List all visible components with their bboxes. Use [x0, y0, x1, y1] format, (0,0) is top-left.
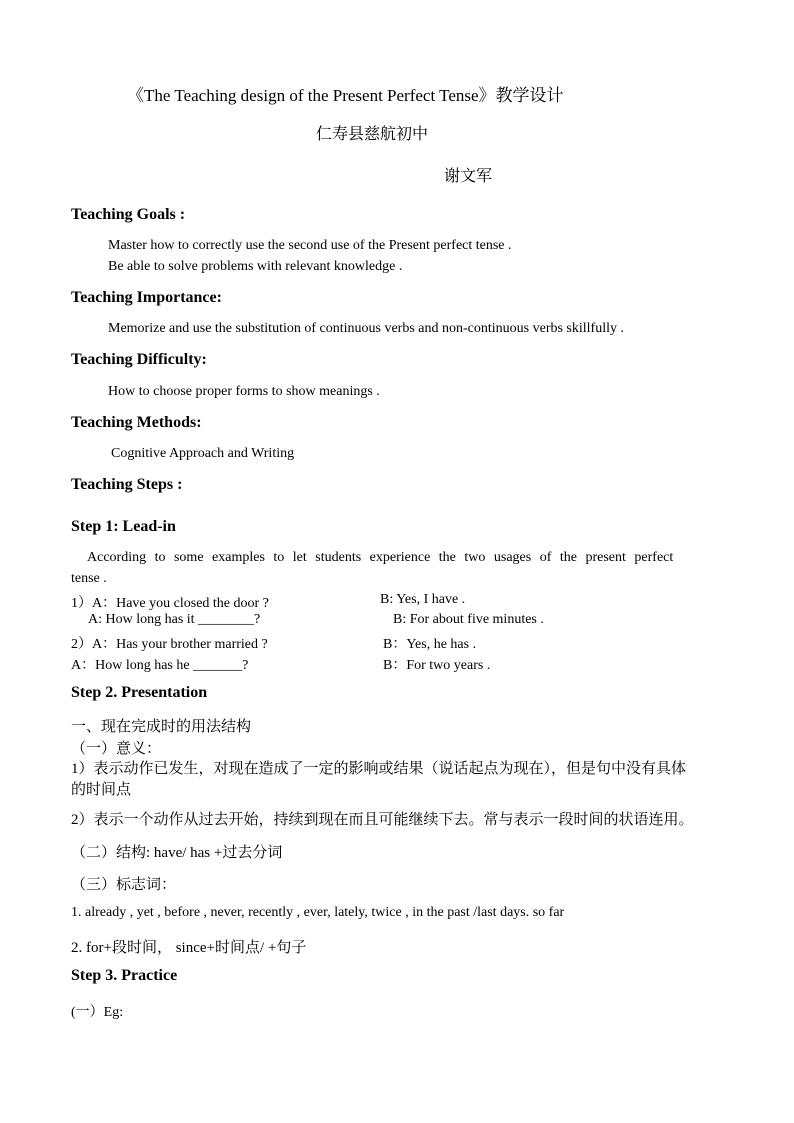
structure-line: （二）结构: have/ has +过去分词 — [71, 845, 283, 861]
step2-heading: Step 2. Presentation — [71, 684, 208, 701]
dialogue2-b2: B：For two years . — [383, 658, 491, 673]
methods-line: Cognitive Approach and Writing — [111, 446, 295, 461]
teaching-steps-heading: Teaching Steps : — [71, 476, 183, 493]
importance-line: Memorize and use the substitution of continuous verbs and non-continuous verbs skillfully . — [108, 321, 624, 336]
practice-eg: (一）Eg: — [71, 1005, 124, 1020]
meaning-line-1a: 1）表示动作已发生，对现在造成了一定的影响或结果（说话起点为现在），但是句中没有具体 — [71, 761, 687, 777]
markers-line-2: 2. for+段时间， since+时间点/ +句子 — [71, 940, 307, 956]
step3-heading: Step 3. Practice — [71, 967, 178, 984]
dialogue2-a1: 2）A：Has your brother married ? — [71, 637, 268, 652]
dialogue1-b1: B: Yes, I have . — [380, 592, 466, 607]
dialogue1-b2: B: For about five minutes . — [393, 612, 544, 627]
meaning-line-2: 2）表示一个动作从过去开始，持续到现在而且可能继续下去。常与表示一段时间的状语连用。 — [71, 812, 694, 828]
markers-label: （三）标志词： — [71, 877, 177, 893]
document-title: 《The Teaching design of the Present Perfect Tense》教学设计 — [127, 86, 564, 105]
goal-line-1: Master how to correctly use the second use of the Present perfect tense . — [108, 238, 512, 253]
dialogue1-a1: 1）A：Have you closed the door ? — [71, 596, 269, 611]
school-name: 仁寿县慈航初中 — [316, 126, 429, 143]
teaching-methods-heading: Teaching Methods: — [71, 414, 202, 431]
presentation-section-title: 一、现在完成时的用法结构 — [71, 719, 252, 735]
step1-intro-line-1: According to some examples to let students experience the two usages of the present perfect — [87, 550, 674, 565]
teaching-goals-heading: Teaching Goals : — [71, 206, 186, 223]
dialogue2-b1: B：Yes, he has . — [383, 637, 477, 652]
teaching-difficulty-heading: Teaching Difficulty: — [71, 351, 207, 368]
step1-heading: Step 1: Lead-in — [71, 518, 176, 535]
markers-line-1: 1. already , yet , before , never, recently , ever, lately, twice , in the past /last days. so far — [71, 905, 565, 920]
author-name: 谢文军 — [444, 168, 493, 185]
goal-line-2: Be able to solve problems with relevant knowledge . — [108, 259, 403, 274]
dialogue2-a2: A：How long has he _______? — [71, 658, 249, 673]
difficulty-line: How to choose proper forms to show meanings . — [108, 384, 380, 399]
meaning-line-1b: 的时间点 — [71, 782, 132, 798]
teaching-importance-heading: Teaching Importance: — [71, 289, 222, 306]
dialogue1-a2: A: How long has it ________? — [88, 612, 261, 627]
meaning-label: （一）意义： — [71, 741, 162, 757]
step1-intro-line-2: tense . — [71, 571, 107, 586]
